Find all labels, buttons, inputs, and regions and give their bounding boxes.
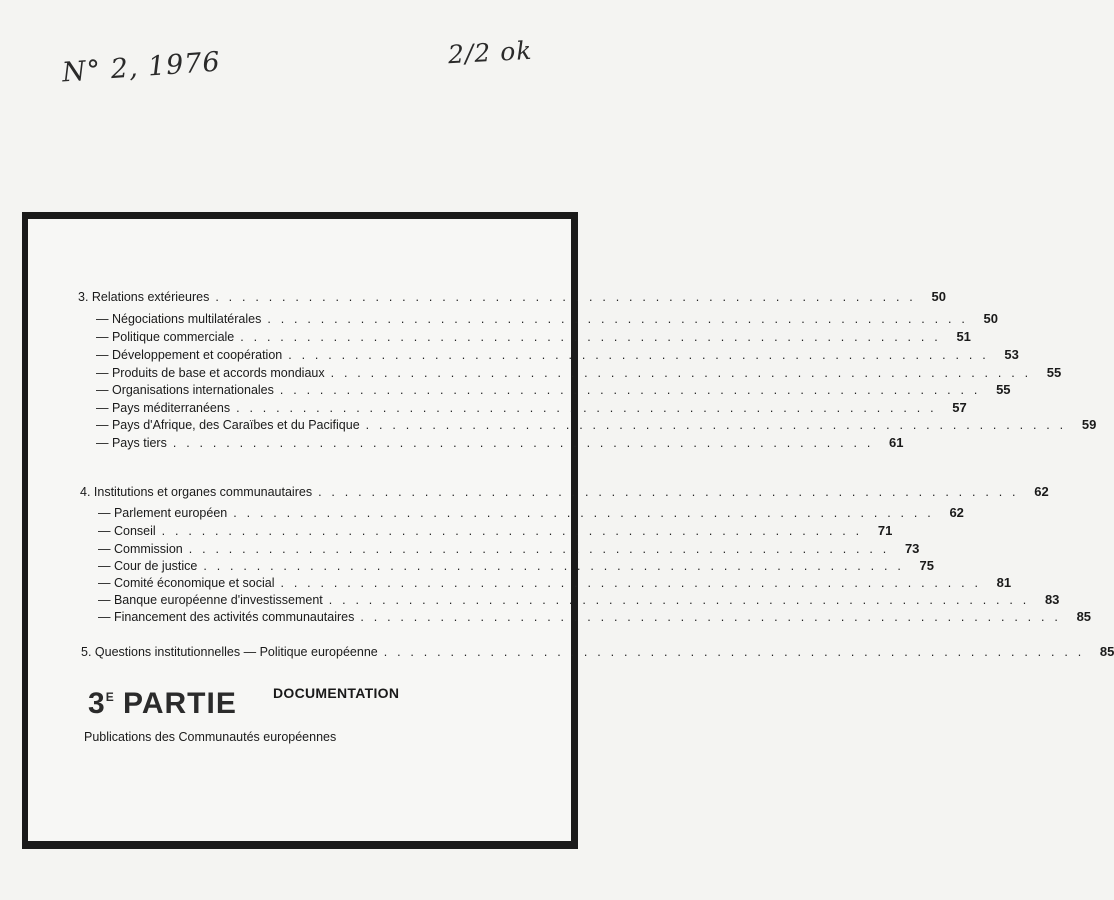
toc-page-number: 83 [1044,592,1060,607]
toc-section-heading [81,644,1114,660]
leader-dots: . . . . . . . . . . . . . . . . . . . . . . . . . . . . . . . . . . . . . . . . . . . . . . . . . . . . . [161,524,863,538]
toc-label: 3. Relations extérieures [78,290,210,304]
toc-page-number: 81 [996,575,1012,590]
toc-entry [96,435,904,451]
toc-page-number: 53 [1004,347,1019,362]
toc-section-heading [80,484,1049,500]
toc-page-number: 61 [889,435,904,450]
part-heading [88,687,528,727]
toc-page-number: 85 [1076,609,1092,624]
leader-dots: . . . . . . . . . . . . . . . . . . . . . . . . . . . . . . . . . . . . . . . . . . . . . . . . . . . . . [383,645,1085,659]
toc-entry [96,382,1011,398]
toc-label: — Comité économique et social [98,576,275,590]
toc-entry [98,575,1012,591]
toc-label: 4. Institutions et organes communautaires [80,485,313,499]
toc-section-heading [78,289,946,305]
toc-label: — Conseil [98,524,156,538]
toc-label: — Pays méditerranéens [96,401,231,415]
contents-frame [22,212,1114,849]
toc-label: — Négociations multilatérales [96,312,262,326]
leader-dots: . . . . . . . . . . . . . . . . . . . . . . . . . . . . . . . . . . . . . . . . . . . . . . . . . . . . . [279,383,981,397]
part-number-superscript: E [105,690,114,704]
toc-page-number: 71 [877,523,893,538]
toc-entry [98,505,964,521]
toc-page-number: 85 [1099,644,1114,659]
leader-dots: . . . . . . . . . . . . . . . . . . . . . . . . . . . . . . . . . . . . . . . . . . . . . . . . . . . . . [318,485,1019,499]
leader-dots: . . . . . . . . . . . . . . . . . . . . . . . . . . . . . . . . . . . . . . . . . . . . . . . . . . . . . [215,290,916,304]
toc-label: — Produits de base et accords mondiaux [96,366,325,380]
leader-dots: . . . . . . . . . . . . . . . . . . . . . . . . . . . . . . . . . . . . . . . . . . . . . . . . . . . . . [365,418,1067,432]
toc-page-number: 59 [1081,417,1097,432]
handwritten-ok-note: 2/2 ok [447,35,534,70]
toc-entry [96,417,1097,433]
part-word: PARTIE [123,687,237,720]
toc-entry [96,311,999,327]
publications-entry: Publications des Communautés européennes [84,730,337,744]
toc-label: — Parlement européen [98,506,228,520]
leader-dots: . . . . . . . . . . . . . . . . . . . . . . . . . . . . . . . . . . . . . . . . . . . . . . . . . . . . . [203,559,905,573]
toc-label: — Financement des activités communautaires [98,610,355,624]
toc-page-number: 57 [952,400,967,415]
leader-dots: . . . . . . . . . . . . . . . . . . . . . . . . . . . . . . . . . . . . . . . . . . . . . . . . . . . . . [330,366,1032,380]
toc-page-number: 50 [983,311,999,326]
toc-entry [96,329,971,345]
toc-label: — Politique commerciale [96,330,235,344]
leader-dots: . . . . . . . . . . . . . . . . . . . . . . . . . . . . . . . . . . . . . . . . . . . . . . . . . . . . . [172,436,874,450]
toc-page-number: 55 [1046,365,1062,380]
toc-entry [96,400,967,416]
leader-dots: . . . . . . . . . . . . . . . . . . . . . . . . . . . . . . . . . . . . . . . . . . . . . . . . . . . . . [280,576,982,590]
toc-page-number: 51 [956,329,971,344]
part-number-label [88,687,237,721]
toc-page-number: 62 [1034,484,1049,499]
toc-entry [98,609,1092,625]
toc-page-number: 73 [904,541,920,556]
leader-dots: . . . . . . . . . . . . . . . . . . . . . . . . . . . . . . . . . . . . . . . . . . . . . . . . . . . . . [288,348,989,362]
toc-entry [98,523,893,539]
toc-page-number: 75 [919,558,935,573]
toc-entry [96,365,1062,381]
toc-entry [96,347,1019,363]
toc-label: — Banque européenne d'investissement [98,593,323,607]
toc-label: — Pays tiers [96,436,167,450]
toc-label: — Organisations internationales [96,383,274,397]
toc-entry [98,558,935,574]
toc-label: — Commission [98,542,183,556]
leader-dots: . . . . . . . . . . . . . . . . . . . . . . . . . . . . . . . . . . . . . . . . . . . . . . . . . . . . . [233,506,934,520]
part-number: 3 [88,687,106,720]
toc-entry [98,541,920,557]
leader-dots: . . . . . . . . . . . . . . . . . . . . . . . . . . . . . . . . . . . . . . . . . . . . . . . . . . . . . [236,401,937,415]
toc-label: 5. Questions institutionnelles — Politique européenne [81,645,378,659]
toc-page-number: 62 [949,505,964,520]
toc-entry [98,592,1060,608]
leader-dots: . . . . . . . . . . . . . . . . . . . . . . . . . . . . . . . . . . . . . . . . . . . . . . . . . . . . . [360,610,1062,624]
toc-label: — Cour de justice [98,559,198,573]
leader-dots: . . . . . . . . . . . . . . . . . . . . . . . . . . . . . . . . . . . . . . . . . . . . . . . . . . . . . [188,542,890,556]
toc-label: — Pays d'Afrique, des Caraïbes et du Pacifique [96,418,360,432]
leader-dots: . . . . . . . . . . . . . . . . . . . . . . . . . . . . . . . . . . . . . . . . . . . . . . . . . . . . . [328,593,1030,607]
leader-dots: . . . . . . . . . . . . . . . . . . . . . . . . . . . . . . . . . . . . . . . . . . . . . . . . . . . . . [240,330,941,344]
toc-page-number: 55 [996,382,1011,397]
leader-dots: . . . . . . . . . . . . . . . . . . . . . . . . . . . . . . . . . . . . . . . . . . . . . . . . . . . . . [267,312,969,326]
toc-page-number: 50 [931,289,946,304]
handwritten-issue-note: N° 2, 1976 [61,46,222,89]
part-title: DOCUMENTATION [273,685,400,701]
toc-label: — Développement et coopération [96,348,283,362]
